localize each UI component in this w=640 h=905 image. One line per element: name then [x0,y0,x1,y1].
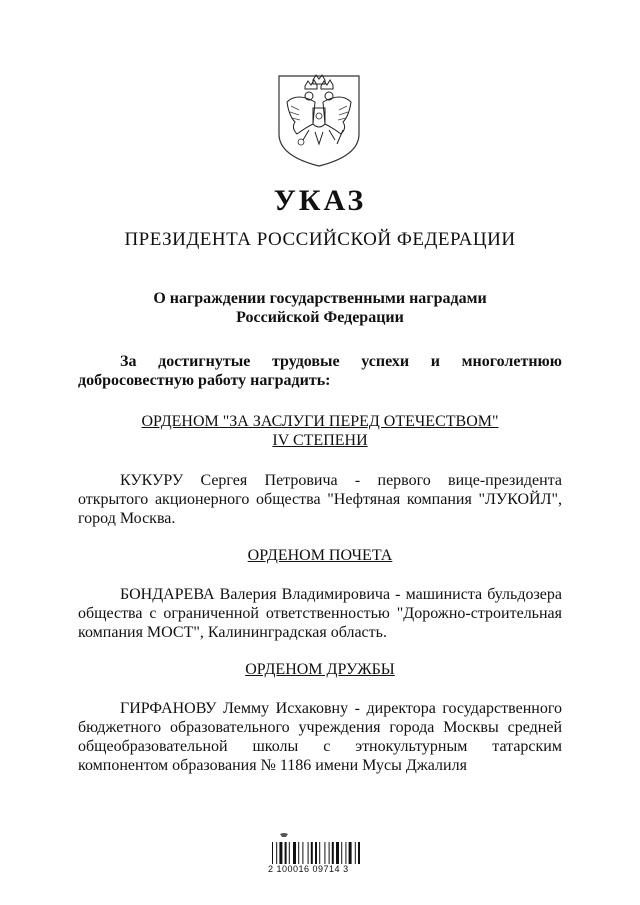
barcode-bar [285,842,287,864]
barcode-bar [289,842,290,864]
award-title-2 [0,546,640,565]
recipient-paragraph-1 [78,471,562,528]
document-title: УКАЗ [273,184,367,217]
barcode-bar [319,842,320,864]
barcode [268,832,398,882]
barcode-bar [293,842,296,864]
recipient-2-text: БОНДАРЕВА Валерия Владимировича - машиниста бульдозера общества с ограниченной ответственностью "Дорожно-строительная компания МОСТ", Калининградская область. [78,586,562,641]
barcode-number: 2 100016 09714 3 [268,864,349,874]
barcode-bar [332,842,334,864]
award-1-line-2: IV СТЕПЕНИ [272,432,368,449]
coat-of-arms-emblem [275,72,363,168]
barcode-bar [358,842,360,864]
award-title-3 [0,660,640,679]
barcode-bar [324,842,325,864]
barcode-bar [311,842,313,864]
heading-line-2: Российской Федерации [236,309,404,326]
barcode-bar [355,842,356,864]
award-1-line-1: ОРДЕНОМ "ЗА ЗАСЛУГИ ПЕРЕД ОТЕЧЕСТВОМ" [141,413,499,430]
barcode-bar [279,842,282,864]
barcode-bar [349,842,352,864]
award-title-1 [0,412,640,450]
intro-text: За достигнутые трудовые успехи и многолетнюю добросовестную работу наградить: [78,353,562,389]
barcode-bar [336,842,339,864]
award-2-line-1: ОРДЕНОМ ПОЧЕТА [247,547,393,564]
barcode-bars [272,842,360,864]
recipient-paragraph-2 [78,585,562,642]
recipient-1-text: КУКУРУ Сергея Петровича - первого вице-президента открытого акционерного общества "Нефтяная компания "ЛУКОЙЛ", город Москва. [78,472,562,527]
barcode-bar [308,842,309,864]
barcode-bar [329,842,330,864]
document-heading [0,289,640,327]
barcode-bar [345,842,346,864]
barcode-bar [298,842,299,864]
award-3-line-1: ОРДЕНОМ ДРУЖБЫ [245,661,395,678]
intro-paragraph [78,352,562,390]
document-subtitle: ПРЕЗИДЕНТА РОССИЙСКОЙ ФЕДЕРАЦИИ [124,229,516,250]
barcode-bar [315,842,317,864]
barcode-bar [341,842,342,864]
heading-line-1: О награждении государственными наградами [153,290,487,307]
recipient-3-text: ГИРФАНОВУ Лемму Исхаковну - директора государственного бюджетного образовательного учреждения города Москвы средней общеобразовательной школы с этнокультурным татарским компонентом образования № 1186 имени Мусы Джалиля [78,700,562,774]
barcode-bar [302,842,303,864]
recipient-paragraph-3 [78,699,562,775]
barcode-bar [276,842,277,864]
barcode-bar [272,842,273,864]
